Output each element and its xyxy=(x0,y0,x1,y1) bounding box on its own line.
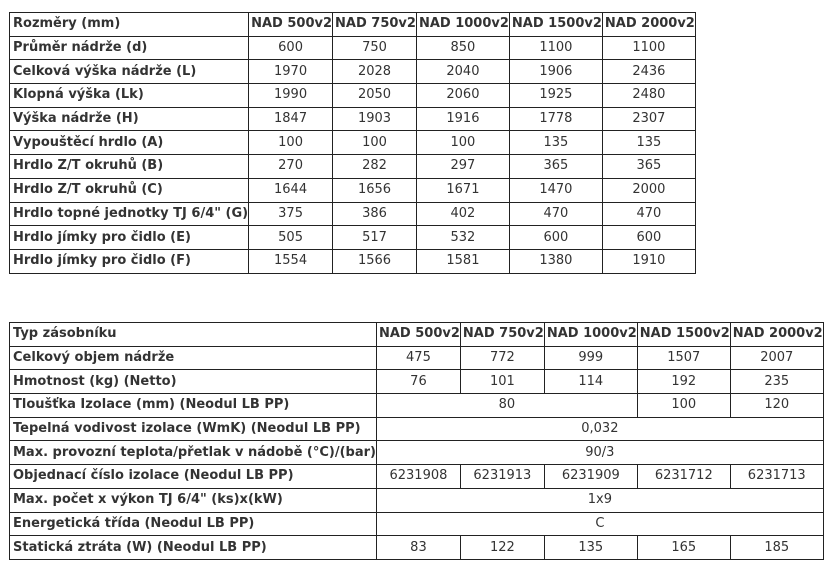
table-header-label: Typ zásobníku xyxy=(10,323,377,347)
table-cell: 1581 xyxy=(416,249,509,273)
row-label: Hmotnost (kg) (Netto) xyxy=(10,370,377,394)
column-header: NAD 2000v2 xyxy=(602,13,695,37)
table-cell: 2028 xyxy=(333,60,417,84)
table-row xyxy=(10,226,696,250)
table-cell: 76 xyxy=(376,370,460,394)
row-label: Tepelná vodivost izolace (WmK) (Neodul LB PP) xyxy=(10,417,377,441)
table-cell: 100 xyxy=(637,394,730,418)
table-cell: 1507 xyxy=(637,346,730,370)
table-cell: 80 xyxy=(376,394,637,418)
table-cell: 1671 xyxy=(416,178,509,202)
table-row xyxy=(10,417,824,441)
row-label: Klopná výška (Lk) xyxy=(10,84,249,108)
table-cell: 1925 xyxy=(509,84,602,108)
table-cell: 600 xyxy=(249,36,333,60)
table-cell: 0,032 xyxy=(376,417,823,441)
table-cell: 999 xyxy=(544,346,637,370)
table-cell: 517 xyxy=(333,226,417,250)
table-cell: 1910 xyxy=(602,249,695,273)
table-cell: 297 xyxy=(416,155,509,179)
row-label: Výška nádrže (H) xyxy=(10,107,249,131)
table-cell: 192 xyxy=(637,370,730,394)
table-cell: 1970 xyxy=(249,60,333,84)
table-cell: 165 xyxy=(637,536,730,560)
table-cell: 1566 xyxy=(333,249,417,273)
table-cell: 2307 xyxy=(602,107,695,131)
table-cell: 750 xyxy=(333,36,417,60)
table-cell: 1656 xyxy=(333,178,417,202)
column-header: NAD 2000v2 xyxy=(730,323,823,347)
table-cell: 1100 xyxy=(509,36,602,60)
table-cell: 1847 xyxy=(249,107,333,131)
table-cell: 1903 xyxy=(333,107,417,131)
table-cell: 1644 xyxy=(249,178,333,202)
row-label: Hrdlo Z/T okruhů (C) xyxy=(10,178,249,202)
row-label: Hrdlo topné jednotky TJ 6/4" (G) xyxy=(10,202,249,226)
table-cell: 375 xyxy=(249,202,333,226)
table-cell: 135 xyxy=(509,131,602,155)
row-label: Max. počet x výkon TJ 6/4" (ks)x(kW) xyxy=(10,488,377,512)
table-row xyxy=(10,84,696,108)
row-label: Vypouštěcí hrdlo (A) xyxy=(10,131,249,155)
table-row xyxy=(10,60,696,84)
table-row xyxy=(10,346,824,370)
table-cell: 532 xyxy=(416,226,509,250)
table-row xyxy=(10,370,824,394)
table-cell: 100 xyxy=(416,131,509,155)
table-cell: 475 xyxy=(376,346,460,370)
table-row xyxy=(10,178,696,202)
table-row xyxy=(10,36,696,60)
table-cell: 402 xyxy=(416,202,509,226)
row-label: Max. provozní teplota/přetlak v nádobě (°C)/(bar) xyxy=(10,441,377,465)
specifications-table xyxy=(9,322,824,560)
table-cell: 2040 xyxy=(416,60,509,84)
table-cell: 470 xyxy=(602,202,695,226)
table-row xyxy=(10,249,696,273)
table-header-row xyxy=(10,13,696,37)
table-cell: 6231908 xyxy=(376,465,460,489)
table-cell: 6231909 xyxy=(544,465,637,489)
table-cell: 100 xyxy=(249,131,333,155)
table-row xyxy=(10,488,824,512)
column-header: NAD 1500v2 xyxy=(509,13,602,37)
table-cell: 270 xyxy=(249,155,333,179)
row-label: Statická ztráta (W) (Neodul LB PP) xyxy=(10,536,377,560)
table-cell: 365 xyxy=(602,155,695,179)
table-row xyxy=(10,394,824,418)
table-cell: 470 xyxy=(509,202,602,226)
table-cell: 100 xyxy=(333,131,417,155)
table-cell: 1100 xyxy=(602,36,695,60)
table-cell: 83 xyxy=(376,536,460,560)
table-cell: 1380 xyxy=(509,249,602,273)
table-row xyxy=(10,536,824,560)
row-label: Celkový objem nádrže xyxy=(10,346,377,370)
row-label: Hrdlo jímky pro čidlo (F) xyxy=(10,249,249,273)
table-cell: 101 xyxy=(460,370,544,394)
table-row xyxy=(10,512,824,536)
table-cell: 1x9 xyxy=(376,488,823,512)
column-header: NAD 750v2 xyxy=(333,13,417,37)
table-cell: 120 xyxy=(730,394,823,418)
table-cell: 135 xyxy=(602,131,695,155)
table-cell: 1990 xyxy=(249,84,333,108)
row-label: Hrdlo Z/T okruhů (B) xyxy=(10,155,249,179)
table-cell: 135 xyxy=(544,536,637,560)
table-cell: 505 xyxy=(249,226,333,250)
table-cell: 850 xyxy=(416,36,509,60)
table-cell: 1778 xyxy=(509,107,602,131)
column-header: NAD 500v2 xyxy=(376,323,460,347)
table-cell: C xyxy=(376,512,823,536)
table-cell: 1470 xyxy=(509,178,602,202)
table-cell: 2000 xyxy=(602,178,695,202)
column-header: NAD 500v2 xyxy=(249,13,333,37)
table-cell: 2060 xyxy=(416,84,509,108)
row-label: Celková výška nádrže (L) xyxy=(10,60,249,84)
column-header: NAD 750v2 xyxy=(460,323,544,347)
column-header: NAD 1500v2 xyxy=(637,323,730,347)
table-cell: 90/3 xyxy=(376,441,823,465)
row-label: Hrdlo jímky pro čidlo (E) xyxy=(10,226,249,250)
table-header-label: Rozměry (mm) xyxy=(10,13,249,37)
table-row xyxy=(10,441,824,465)
table-header-row xyxy=(10,323,824,347)
table-cell: 122 xyxy=(460,536,544,560)
row-label: Tloušťka Izolace (mm) (Neodul LB PP) xyxy=(10,394,377,418)
row-label: Průměr nádrže (d) xyxy=(10,36,249,60)
table-row xyxy=(10,107,696,131)
table-cell: 114 xyxy=(544,370,637,394)
table-row xyxy=(10,155,696,179)
table-cell: 772 xyxy=(460,346,544,370)
table-cell: 2050 xyxy=(333,84,417,108)
table-cell: 2480 xyxy=(602,84,695,108)
table-row xyxy=(10,465,824,489)
table-cell: 1906 xyxy=(509,60,602,84)
table-cell: 600 xyxy=(509,226,602,250)
column-header: NAD 1000v2 xyxy=(416,13,509,37)
table-cell: 386 xyxy=(333,202,417,226)
table-cell: 365 xyxy=(509,155,602,179)
table-cell: 6231713 xyxy=(730,465,823,489)
table-cell: 282 xyxy=(333,155,417,179)
table-cell: 600 xyxy=(602,226,695,250)
table-cell: 2007 xyxy=(730,346,823,370)
dimensions-table xyxy=(9,12,696,274)
table-cell: 1916 xyxy=(416,107,509,131)
row-label: Objednací číslo izolace (Neodul LB PP) xyxy=(10,465,377,489)
table-cell: 235 xyxy=(730,370,823,394)
table-cell: 185 xyxy=(730,536,823,560)
column-header: NAD 1000v2 xyxy=(544,323,637,347)
table-cell: 6231913 xyxy=(460,465,544,489)
table-cell: 1554 xyxy=(249,249,333,273)
table-cell: 2436 xyxy=(602,60,695,84)
row-label: Energetická třída (Neodul LB PP) xyxy=(10,512,377,536)
table-row xyxy=(10,131,696,155)
table-row xyxy=(10,202,696,226)
table-cell: 6231712 xyxy=(637,465,730,489)
